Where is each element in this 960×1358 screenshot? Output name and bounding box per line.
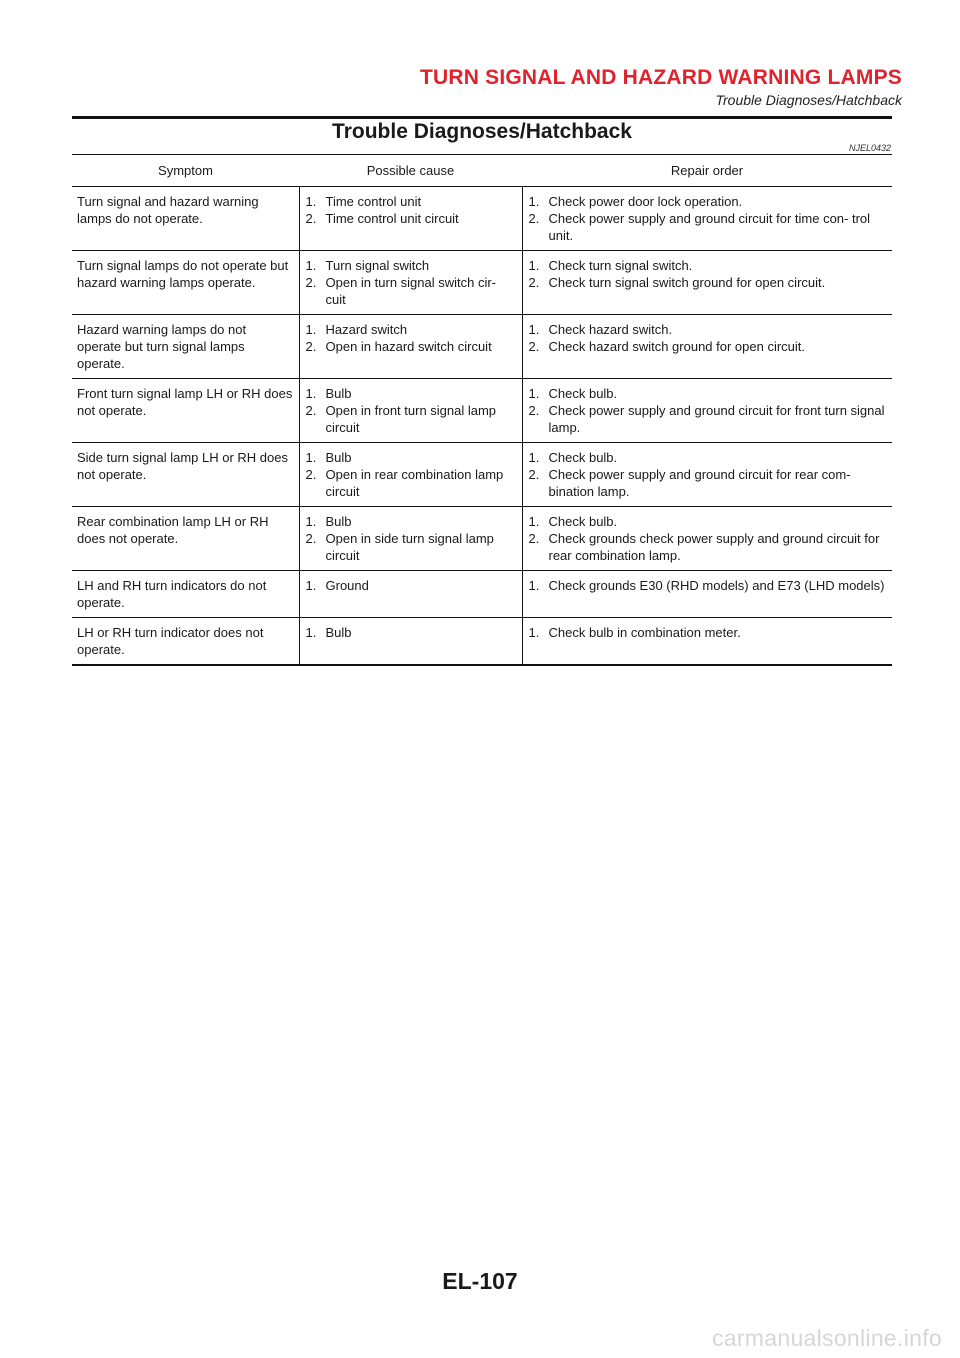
item-number: 2.: [305, 211, 317, 226]
repair-order-item: [529, 530, 887, 564]
table-body: [72, 187, 892, 666]
item-text: Open in front turn signal lamp circuit: [325, 403, 497, 435]
item-number: 1.: [305, 578, 317, 593]
possible-cause-list: [306, 257, 516, 308]
possible-cause-cell: [299, 187, 522, 251]
trouble-diagnosis-table: [72, 154, 892, 666]
item-number: 1.: [528, 322, 540, 337]
repair-order-cell: [522, 443, 892, 507]
repair-order-item: [529, 274, 887, 291]
symptom-cell: Turn signal lamps do not operate but hazard warning lamps operate.: [72, 251, 299, 315]
table-row: [72, 251, 892, 315]
possible-cause-item: [306, 466, 516, 500]
possible-cause-cell: [299, 507, 522, 571]
table-row: [72, 187, 892, 251]
column-header-symptom: Symptom: [72, 155, 299, 187]
possible-cause-item: [306, 385, 516, 402]
possible-cause-cell: [299, 618, 522, 666]
page-header-subtitle: Trouble Diagnoses/Hatchback: [715, 92, 902, 108]
watermark: carmanualsonline.info: [711, 1325, 942, 1351]
possible-cause-list: [306, 449, 516, 500]
possible-cause-list: [306, 577, 516, 594]
item-text: Check hazard switch ground for open circuit.: [548, 339, 806, 354]
repair-order-cell: [522, 571, 892, 618]
repair-order-item: [529, 257, 887, 274]
item-number: 2.: [528, 275, 540, 290]
repair-order-list: [529, 321, 887, 355]
item-number: 2.: [305, 275, 317, 290]
item-number: 2.: [305, 467, 317, 482]
possible-cause-list: [306, 624, 516, 641]
repair-order-list: [529, 449, 887, 500]
possible-cause-item: [306, 321, 516, 338]
reference-code: NJEL0432: [848, 143, 891, 153]
item-text: Time control unit: [325, 194, 422, 209]
possible-cause-item: [306, 274, 516, 308]
repair-order-item: [529, 624, 887, 641]
possible-cause-list: [306, 513, 516, 564]
section-title: Trouble Diagnoses/Hatchback: [332, 120, 632, 143]
repair-order-list: [529, 385, 887, 436]
item-number: 1.: [305, 322, 317, 337]
item-text: Bulb: [325, 450, 352, 465]
item-text: Hazard switch: [325, 322, 408, 337]
item-text: Check grounds E30 (RHD models) and E73 (LHD models): [548, 578, 885, 593]
possible-cause-list: [306, 321, 516, 355]
table-header-row: [72, 155, 892, 187]
possible-cause-item: [306, 530, 516, 564]
table-row: [72, 507, 892, 571]
repair-order-list: [529, 513, 887, 564]
item-text: Check bulb in combination meter.: [548, 625, 741, 640]
possible-cause-item: [306, 210, 516, 227]
symptom-cell: Rear combination lamp LH or RH does not operate.: [72, 507, 299, 571]
repair-order-cell: [522, 618, 892, 666]
item-number: 1.: [305, 258, 317, 273]
item-text: Check power supply and ground circuit for front turn signal lamp.: [548, 403, 885, 435]
repair-order-item: [529, 338, 887, 355]
item-text: Check turn signal switch.: [548, 258, 693, 273]
symptom-cell: Front turn signal lamp LH or RH does not operate.: [72, 379, 299, 443]
repair-order-item: [529, 385, 887, 402]
table-row: [72, 443, 892, 507]
table-row: [72, 618, 892, 666]
item-text: Open in rear combination lamp circuit: [325, 467, 504, 499]
column-header-possible-cause: Possible cause: [299, 155, 522, 187]
possible-cause-cell: [299, 251, 522, 315]
header-divider: [72, 116, 892, 119]
item-number: 1.: [305, 625, 317, 640]
possible-cause-item: [306, 449, 516, 466]
possible-cause-cell: [299, 443, 522, 507]
repair-order-list: [529, 624, 887, 641]
possible-cause-item: [306, 257, 516, 274]
item-number: 1.: [528, 258, 540, 273]
item-number: 1.: [305, 386, 317, 401]
item-number: 2.: [305, 339, 317, 354]
repair-order-item: [529, 193, 887, 210]
item-text: Open in hazard switch circuit: [325, 339, 492, 354]
item-number: 2.: [528, 403, 540, 418]
item-number: 1.: [305, 450, 317, 465]
possible-cause-cell: [299, 315, 522, 379]
item-text: Check grounds check power supply and ground circuit for rear combination lamp.: [548, 531, 880, 563]
item-text: Check power door lock operation.: [548, 194, 743, 209]
item-text: Check bulb.: [548, 514, 618, 529]
repair-order-cell: [522, 251, 892, 315]
repair-order-cell: [522, 379, 892, 443]
item-text: Check bulb.: [548, 450, 618, 465]
item-text: Open in turn signal switch cir- cuit: [325, 275, 497, 307]
repair-order-item: [529, 321, 887, 338]
table-row: [72, 315, 892, 379]
item-text: Check power supply and ground circuit for time con- trol unit.: [548, 211, 871, 243]
possible-cause-cell: [299, 571, 522, 618]
possible-cause-item: [306, 624, 516, 641]
item-text: Check turn signal switch ground for open circuit.: [548, 275, 826, 290]
possible-cause-item: [306, 577, 516, 594]
item-number: 1.: [305, 194, 317, 209]
item-number: 1.: [305, 514, 317, 529]
repair-order-item: [529, 402, 887, 436]
repair-order-item: [529, 466, 887, 500]
item-text: Bulb: [325, 514, 352, 529]
page-header-title: TURN SIGNAL AND HAZARD WARNING LAMPS: [419, 66, 902, 89]
item-number: 1.: [528, 386, 540, 401]
repair-order-cell: [522, 187, 892, 251]
repair-order-item: [529, 513, 887, 530]
item-number: 1.: [528, 578, 540, 593]
symptom-cell: Side turn signal lamp LH or RH does not operate.: [72, 443, 299, 507]
repair-order-list: [529, 193, 887, 244]
possible-cause-list: [306, 193, 516, 227]
repair-order-list: [529, 257, 887, 291]
possible-cause-item: [306, 193, 516, 210]
item-number: 2.: [305, 403, 317, 418]
symptom-cell: LH or RH turn indicator does not operate.: [72, 618, 299, 666]
item-number: 2.: [528, 467, 540, 482]
possible-cause-item: [306, 402, 516, 436]
possible-cause-list: [306, 385, 516, 436]
item-text: Time control unit circuit: [325, 211, 459, 226]
column-header-repair-order: Repair order: [522, 155, 892, 187]
item-text: Bulb: [325, 625, 352, 640]
item-text: Check power supply and ground circuit for rear com- bination lamp.: [548, 467, 851, 499]
repair-order-item: [529, 449, 887, 466]
repair-order-list: [529, 577, 887, 594]
symptom-cell: Turn signal and hazard warning lamps do not operate.: [72, 187, 299, 251]
table-row: [72, 571, 892, 618]
item-text: Check hazard switch.: [548, 322, 673, 337]
item-text: Ground: [325, 578, 369, 593]
page-number: EL-107: [442, 1268, 518, 1294]
item-number: 2.: [528, 531, 540, 546]
possible-cause-item: [306, 513, 516, 530]
repair-order-item: [529, 210, 887, 244]
item-text: Bulb: [325, 386, 352, 401]
possible-cause-cell: [299, 379, 522, 443]
repair-order-cell: [522, 315, 892, 379]
table-row: [72, 379, 892, 443]
item-text: Open in side turn signal lamp circuit: [325, 531, 494, 563]
repair-order-item: [529, 577, 887, 594]
repair-order-cell: [522, 507, 892, 571]
item-text: Check bulb.: [548, 386, 618, 401]
symptom-cell: LH and RH turn indicators do not operate.: [72, 571, 299, 618]
item-number: 2.: [528, 211, 540, 226]
item-number: 1.: [528, 514, 540, 529]
item-number: 1.: [528, 194, 540, 209]
item-text: Turn signal switch: [325, 258, 430, 273]
item-number: 2.: [305, 531, 317, 546]
item-number: 1.: [528, 625, 540, 640]
symptom-cell: Hazard warning lamps do not operate but turn signal lamps operate.: [72, 315, 299, 379]
item-number: 1.: [528, 450, 540, 465]
possible-cause-item: [306, 338, 516, 355]
item-number: 2.: [528, 339, 540, 354]
